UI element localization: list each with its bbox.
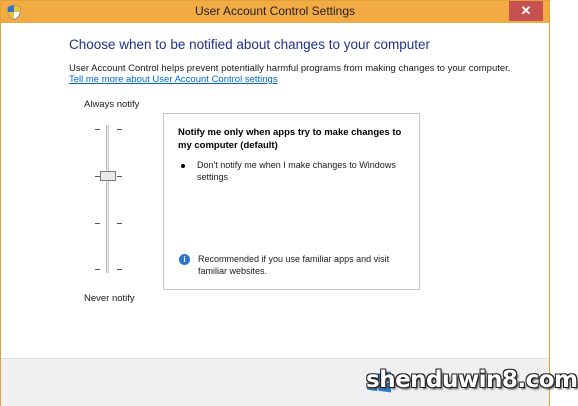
- recommendation-text: Recommended if you use familiar apps and visit familiar websites.: [198, 254, 390, 276]
- level-description-box: [163, 113, 420, 290]
- always-notify-label: Always notify: [84, 99, 140, 110]
- slider-track[interactable]: [106, 125, 109, 273]
- slider-tick: [117, 223, 122, 224]
- level-title: Notify me only when apps try to make changes to my computer (default): [178, 127, 402, 151]
- info-icon: i: [179, 254, 190, 265]
- description-text: User Account Control helps prevent potentially harmful programs from making changes to your computer.: [69, 63, 511, 74]
- slider-thumb[interactable]: [100, 171, 116, 181]
- watermark-text: shenduwin8.com: [366, 367, 578, 393]
- window-title: User Account Control Settings: [194, 4, 356, 18]
- close-button[interactable]: [509, 1, 543, 21]
- slider-tick: [117, 176, 122, 177]
- slider-tick: [95, 129, 100, 130]
- level-detail: Don't notify me when I make changes to Windows settings: [197, 160, 396, 182]
- slider-tick: [117, 129, 122, 130]
- title-bar[interactable]: [1, 1, 549, 23]
- bullet-icon: [181, 164, 185, 168]
- slider-tick: [117, 269, 122, 270]
- close-icon: ✕: [520, 3, 532, 18]
- never-notify-label: Never notify: [84, 293, 135, 304]
- page-heading: Choose when to be notified about changes to your computer: [69, 37, 430, 52]
- watermark: [366, 367, 578, 401]
- slider-tick: [95, 269, 100, 270]
- slider-tick: [95, 223, 100, 224]
- learn-more-link[interactable]: Tell me more about User Account Control settings: [69, 74, 278, 85]
